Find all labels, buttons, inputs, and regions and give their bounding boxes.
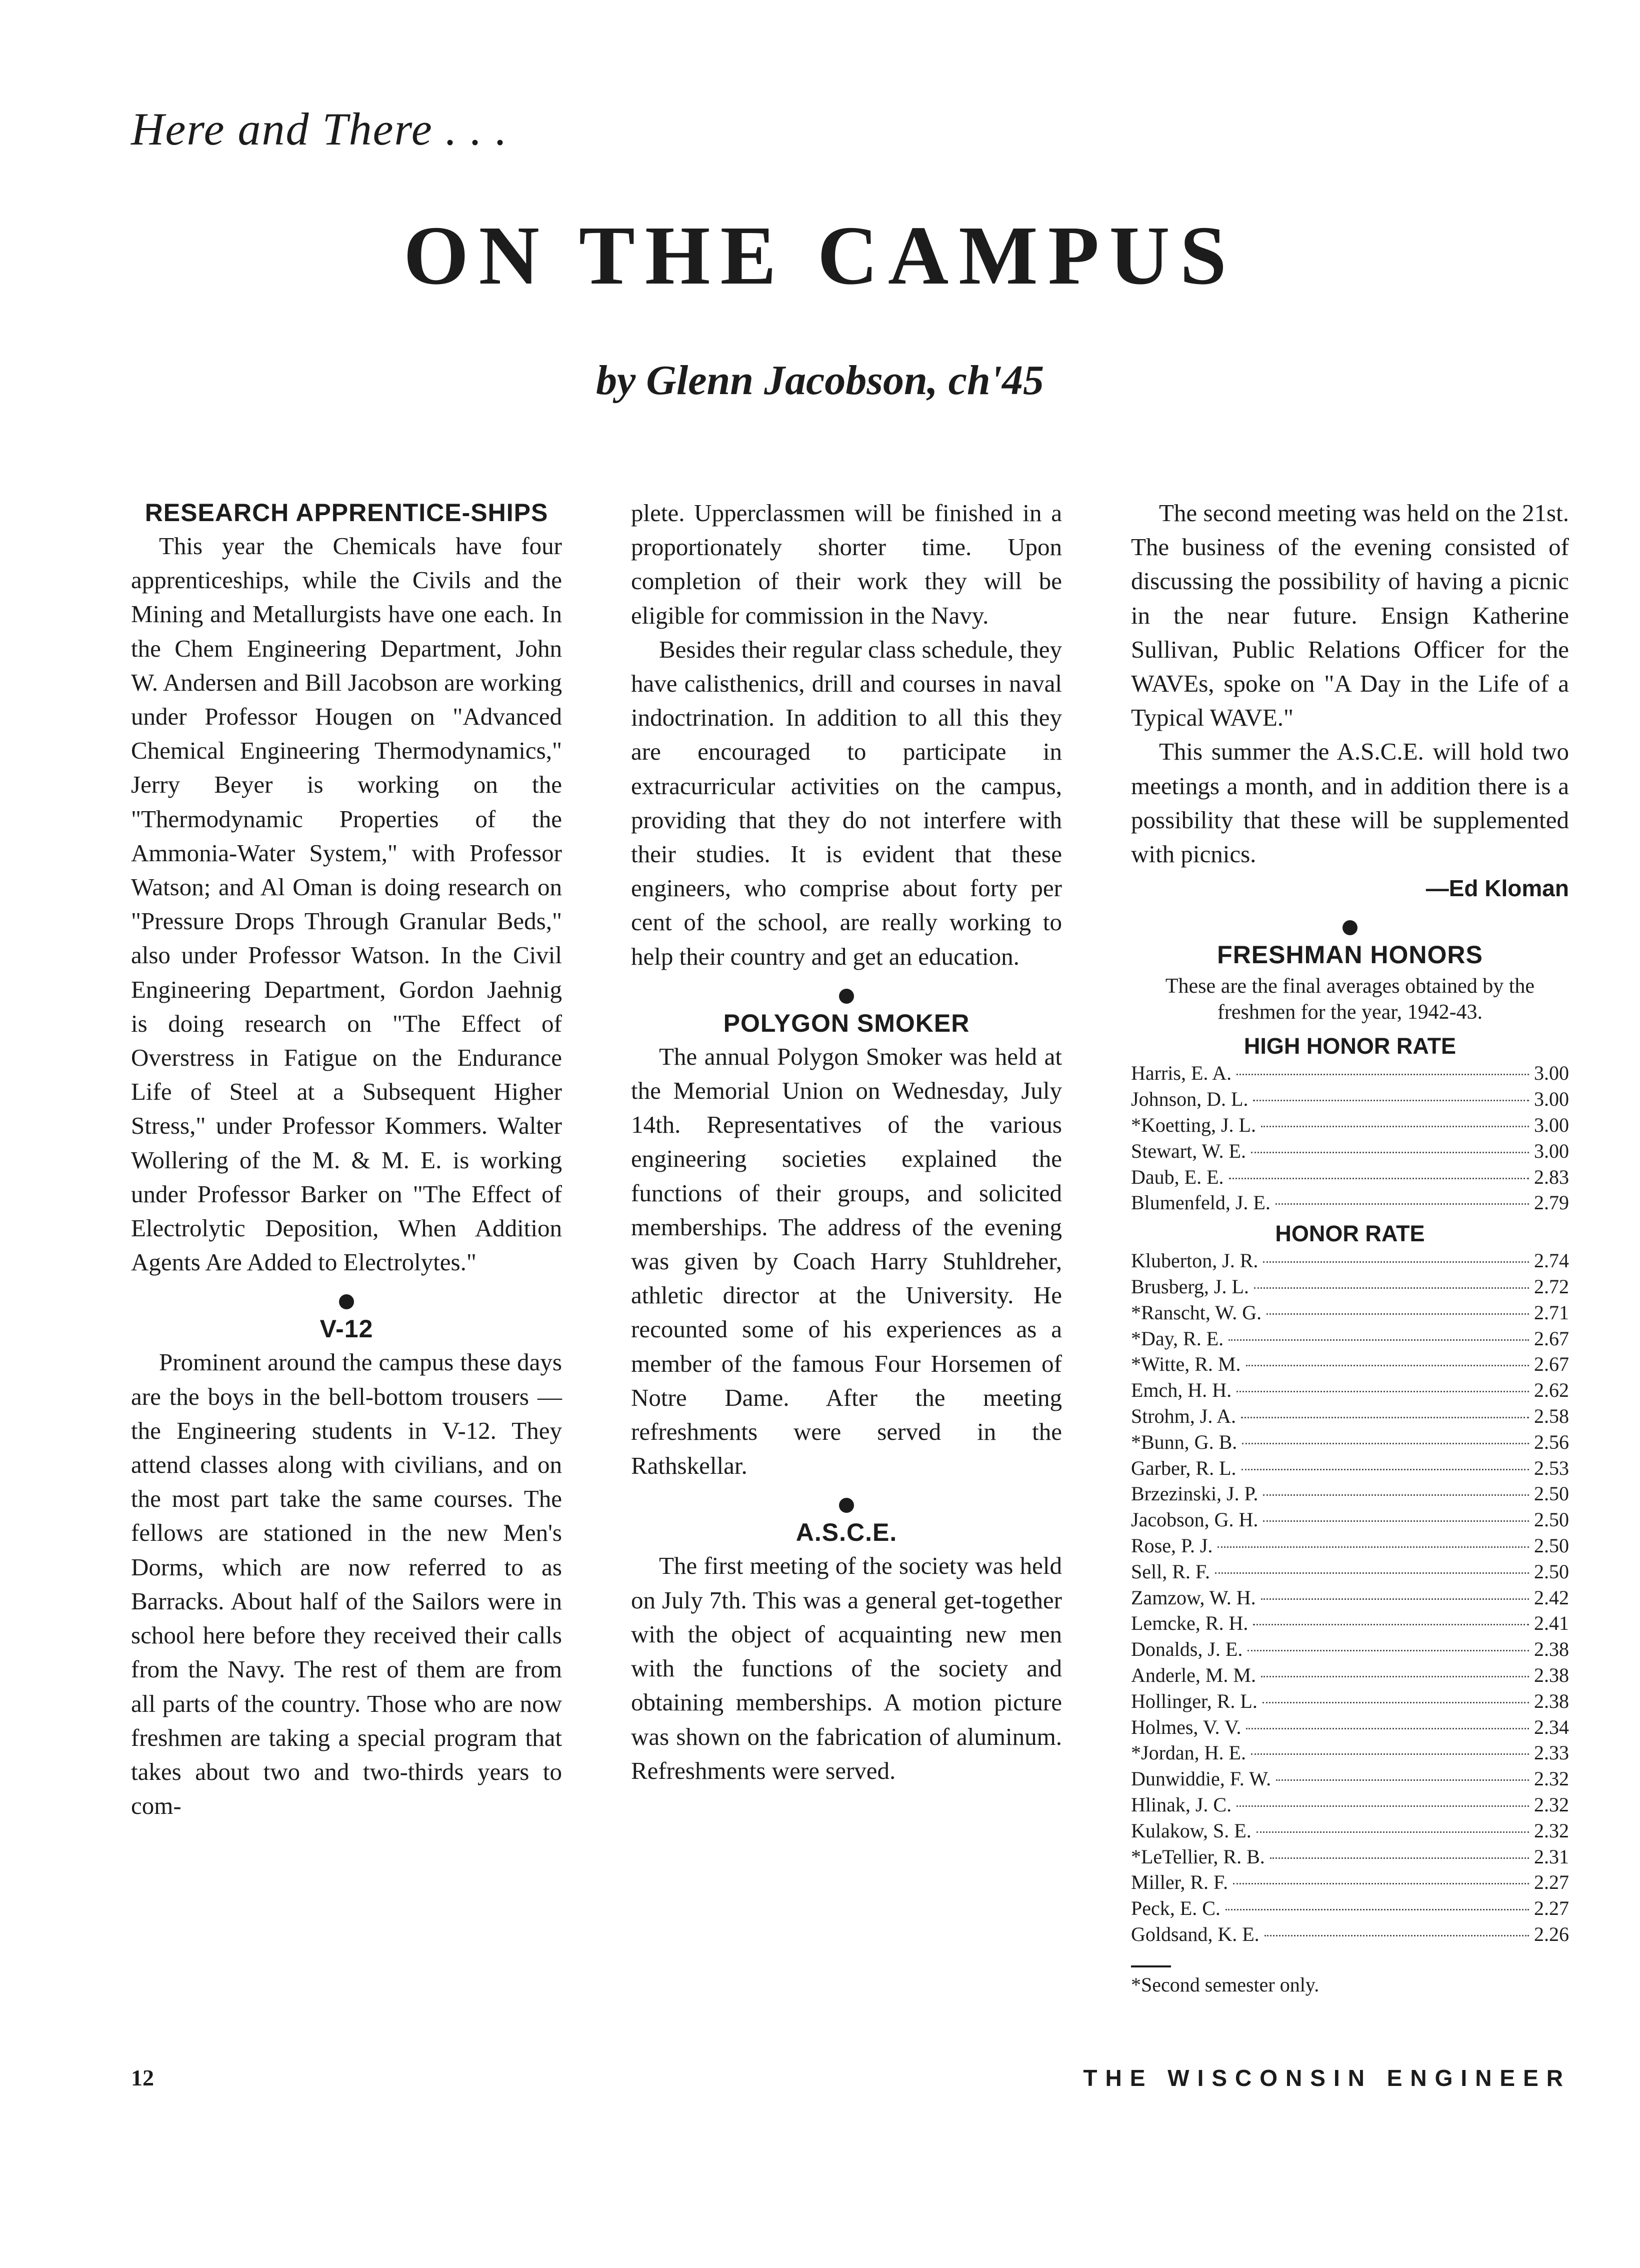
honor-row [1131, 1533, 1569, 1559]
grade-average: 2.38 [1534, 1638, 1569, 1661]
student-name: *Bunn, G. B. [1131, 1430, 1238, 1453]
section-kicker: Here and There . . . [131, 104, 508, 155]
grade-average: 2.32 [1534, 1767, 1569, 1790]
grade-average: 2.58 [1534, 1405, 1569, 1427]
dot-leader [1264, 1935, 1529, 1936]
dot-leader [1246, 1365, 1530, 1366]
dot-leader [1256, 1831, 1529, 1833]
student-name: Hlinak, J. C. [1131, 1793, 1232, 1816]
grade-average: 3.00 [1534, 1139, 1569, 1162]
honor-row [1131, 1300, 1569, 1326]
honor-list [1131, 1248, 1569, 1947]
student-name: *Ranscht, W. G. [1131, 1301, 1262, 1324]
student-name: Garber, R. L. [1131, 1456, 1236, 1479]
grade-average: 3.00 [1534, 1114, 1569, 1137]
section-divider-bullet [339, 1294, 354, 1309]
dot-leader [1215, 1572, 1529, 1574]
student-name: Rose, P. J. [1131, 1534, 1213, 1557]
dot-leader [1251, 1152, 1529, 1153]
grade-average: 2.32 [1534, 1793, 1569, 1816]
asce-text-continued: The second meeting was held on the 21st. The business of the evening consisted of discussing the possibility of having a picnic in the near future. Ensign Katherine Sullivan, Public Relations Officer for the WAVEs, spoke on "A Day in the Life of a Typical WAVE." [1131, 499, 1569, 732]
high-honor-list [1131, 1060, 1569, 1216]
student-name: Daub, E. E. [1131, 1165, 1224, 1188]
section-divider-bullet [1342, 920, 1358, 935]
grade-average: 2.50 [1534, 1534, 1569, 1557]
asce-text-continued-2: This summer the A.S.C.E. will hold two meetings a month, and in addition there is a possibility that these will be supplemented with picnics. [1131, 738, 1569, 868]
grade-average: 3.00 [1534, 1088, 1569, 1111]
grade-average: 2.27 [1534, 1871, 1569, 1894]
dot-leader [1242, 1469, 1529, 1470]
honor-row [1131, 1481, 1569, 1507]
dot-leader [1261, 1126, 1529, 1127]
honor-row [1131, 1086, 1569, 1112]
v12-text: Prominent around the campus these days are the boys in the bell-bottom trousers — the Engineering students in V-12. They attend classes along with civilians, and on the most part take the same courses. The fellows are stationed in the new Men's Dorms, which are now referred to as Barracks. About half of the Sailors were in school here before they received their calls from the Navy. The rest of them are from all parts of the country. Those who are now freshmen are taking a special program that takes about two and two-thirds years to com- [131, 1348, 562, 1820]
section-divider-bullet [839, 989, 854, 1004]
byline: by Glenn Jacobson, ch'45 [596, 357, 1044, 404]
student-name: Kulakow, S. E. [1131, 1819, 1252, 1842]
student-name: Anderle, M. M. [1131, 1663, 1256, 1686]
footnote-rule [1131, 1965, 1171, 1967]
dot-leader [1262, 1702, 1529, 1703]
grade-average: 2.67 [1534, 1327, 1569, 1350]
student-name: Miller, R. F. [1131, 1871, 1228, 1894]
research-apprenticeships-text: This year the Chemicals have four apprenticeships, while the Civils and the Mining and Metallurgists have one each. In the Chem Engineering Department, John W. Andersen and Bill Jacobson are working under Professor Hougen on "Advanced Chemical Engineering Thermodynamics," Jerry Beyer is working on the "Thermodynamic Properties of the Ammonia-Water System," with Professor Watson; and Al Oman is doing research on "Pressure Drops Through Granular Beds," also under Professor Watson. In the Civil Engineering Department, Gordon Jaehnig is doing research on "The Effect of Overstress in Fatigue on the Endurance Life of Steel at a Subsequent Higher Stress," under Professor Kommers. Walter Wollering of the M. & M. E. is working under Professor Barker on "The Effect of Electrolytic Deposition, When Addition Agents Are Added to Electrolytes." [131, 532, 562, 1276]
student-name: *Witte, R. M. [1131, 1353, 1241, 1376]
polygon-smoker-heading: POLYGON SMOKER [723, 1009, 970, 1037]
honor-row [1131, 1895, 1569, 1921]
grade-average: 2.27 [1534, 1897, 1569, 1920]
section-divider-bullet [839, 1498, 854, 1513]
honor-rate-heading: HONOR RATE [1275, 1221, 1425, 1247]
honor-row [1131, 1869, 1569, 1895]
honor-row [1131, 1429, 1569, 1455]
grade-average: 2.33 [1534, 1741, 1569, 1764]
column-3 [1131, 496, 1569, 1997]
grade-average: 2.79 [1534, 1191, 1569, 1214]
honor-row [1131, 1740, 1569, 1766]
asce-heading: A.S.C.E. [796, 1518, 898, 1547]
student-name: Stewart, W. E. [1131, 1139, 1246, 1162]
grade-average: 2.50 [1534, 1482, 1569, 1505]
dot-leader [1241, 1417, 1529, 1418]
dot-leader [1276, 1203, 1529, 1205]
student-name: Goldsand, K. E. [1131, 1922, 1260, 1945]
grade-average: 2.72 [1534, 1275, 1569, 1298]
v12-text-continued-2: Besides their regular class schedule, they have calisthenics, drill and courses in naval indoctrination. In addition to all this they are encouraged to participate in extracurricular activities on the campus, providing that they do not interfere with their studies. It is evident that these engineers, who comprise about forty per cent of the school, are really working to help their country and get an education. [631, 635, 1062, 970]
grade-average: 2.38 [1534, 1689, 1569, 1712]
student-name: Zamzow, W. H. [1131, 1586, 1256, 1609]
grade-average: 2.34 [1534, 1715, 1569, 1738]
page-title: ON THE CAMPUS [403, 209, 1237, 302]
page-number: 12 [131, 2065, 154, 2090]
honor-row [1131, 1507, 1569, 1533]
dot-leader [1248, 1650, 1529, 1651]
honor-row [1131, 1190, 1569, 1216]
dot-leader [1246, 1728, 1529, 1729]
dot-leader [1276, 1779, 1529, 1781]
grade-average: 2.38 [1534, 1663, 1569, 1686]
honor-row [1131, 1248, 1569, 1274]
grade-average: 2.83 [1534, 1165, 1569, 1188]
dot-leader [1263, 1494, 1529, 1496]
dot-leader [1263, 1261, 1529, 1263]
dot-leader [1233, 1883, 1529, 1884]
student-name: *LeTellier, R. B. [1131, 1845, 1265, 1868]
dot-leader [1261, 1598, 1529, 1600]
student-name: *Day, R. E. [1131, 1327, 1224, 1350]
grade-average: 2.71 [1534, 1301, 1569, 1324]
student-name: Peck, E. C. [1131, 1897, 1220, 1920]
dot-leader [1253, 1100, 1529, 1101]
student-name: *Jordan, H. E. [1131, 1741, 1246, 1764]
honor-row [1131, 1844, 1569, 1870]
polygon-smoker-text: The annual Polygon Smoker was held at the Memorial Union on Wednesday, July 14th. Representatives of the various engineering societies explained the functions of their groups, and solicited memberships. The address of the evening was given by Coach Harry Stuhldreher, athletic director at the University. He recounted some of his experiences as a member of the famous Four Horsemen of Notre Dame. After the meeting refreshments were served in the Rathskellar. [631, 1042, 1062, 1480]
student-name: Holmes, V. V. [1131, 1715, 1242, 1738]
dot-leader [1254, 1287, 1529, 1289]
honor-row [1131, 1688, 1569, 1714]
dot-leader [1229, 1178, 1529, 1179]
student-name: Strohm, J. A. [1131, 1405, 1236, 1427]
honor-row [1131, 1714, 1569, 1740]
dot-leader [1251, 1753, 1529, 1755]
dot-leader [1270, 1857, 1529, 1859]
author-signoff: —Ed Kloman [1426, 875, 1569, 902]
honor-row [1131, 1662, 1569, 1688]
student-name: Brzezinski, J. P. [1131, 1482, 1258, 1505]
honor-row [1131, 1112, 1569, 1138]
student-name: Jacobson, G. H. [1131, 1508, 1258, 1531]
honor-row [1131, 1792, 1569, 1818]
honor-row [1131, 1585, 1569, 1611]
grade-average: 2.62 [1534, 1379, 1569, 1402]
high-honor-rate-heading: HIGH HONOR RATE [1244, 1033, 1456, 1059]
grade-average: 2.32 [1534, 1819, 1569, 1842]
v12-heading: V-12 [320, 1315, 374, 1343]
student-name: Emch, H. H. [1131, 1379, 1232, 1402]
student-name: Donalds, J. E. [1131, 1638, 1243, 1661]
column-1 [131, 496, 562, 1823]
honor-row [1131, 1377, 1569, 1403]
honor-row [1131, 1818, 1569, 1844]
grade-average: 2.67 [1534, 1353, 1569, 1376]
dot-leader [1253, 1624, 1529, 1625]
student-name: Dunwiddie, F. W. [1131, 1767, 1272, 1790]
dot-leader [1236, 1805, 1529, 1807]
honor-row [1131, 1559, 1569, 1585]
dot-leader [1263, 1520, 1529, 1522]
student-name: Brusberg, J. L. [1131, 1275, 1249, 1298]
asce-text: The first meeting of the society was held on July 7th. This was a general get-together with the object of acquainting new men with the functions of the society and obtaining memberships. A motion picture was shown on the fabrication of aluminum. Refreshments were served. [631, 1552, 1062, 1784]
student-name: Lemcke, R. H. [1131, 1612, 1248, 1635]
freshman-honors-heading: FRESHMAN HONORS [1217, 941, 1483, 969]
dot-leader [1226, 1909, 1529, 1910]
grade-average: 2.42 [1534, 1586, 1569, 1609]
honor-row [1131, 1403, 1569, 1429]
honor-row [1131, 1164, 1569, 1190]
dot-leader [1236, 1074, 1529, 1075]
grade-average: 2.31 [1534, 1845, 1569, 1868]
grade-average: 2.50 [1534, 1560, 1569, 1583]
honor-row [1131, 1766, 1569, 1792]
column-2 [631, 496, 1062, 1788]
grade-average: 2.53 [1534, 1456, 1569, 1479]
honor-row [1131, 1610, 1569, 1636]
dot-leader [1228, 1339, 1529, 1341]
footnote: *Second semester only. [1131, 1973, 1320, 1996]
honor-row [1131, 1060, 1569, 1086]
dot-leader [1242, 1443, 1529, 1444]
honor-row [1131, 1921, 1569, 1947]
magazine-title: THE WISCONSIN ENGINEER [1083, 2065, 1571, 2091]
honor-row [1131, 1636, 1569, 1662]
grade-average: 2.50 [1534, 1508, 1569, 1531]
dot-leader [1261, 1676, 1529, 1677]
student-name: Blumenfeld, J. E. [1131, 1191, 1270, 1214]
freshman-honors-intro: These are the final averages obtained by the freshmen for the year, 1942-43. [1165, 975, 1535, 1024]
honor-row [1131, 1326, 1569, 1352]
dot-leader [1218, 1546, 1529, 1548]
honor-row [1131, 1274, 1569, 1300]
grade-average: 3.00 [1534, 1062, 1569, 1085]
student-name: Kluberton, J. R. [1131, 1249, 1258, 1272]
grade-average: 2.74 [1534, 1249, 1569, 1272]
dot-leader [1236, 1391, 1529, 1392]
grade-average: 2.26 [1534, 1922, 1569, 1945]
student-name: *Koetting, J. L. [1131, 1114, 1256, 1137]
grade-average: 2.41 [1534, 1612, 1569, 1635]
dot-leader [1266, 1313, 1529, 1315]
v12-text-continued: plete. Upperclassmen will be finished in a proportionately shorter time. Upon completion of their work they will be eligible for commission in the Navy. [631, 499, 1062, 629]
honor-row [1131, 1138, 1569, 1164]
student-name: Harris, E. A. [1131, 1062, 1232, 1085]
research-apprenticeships-heading: RESEARCH APPRENTICE-SHIPS [144, 499, 548, 527]
student-name: Johnson, D. L. [1131, 1088, 1248, 1111]
honor-row [1131, 1455, 1569, 1481]
honor-row [1131, 1351, 1569, 1377]
student-name: Sell, R. F. [1131, 1560, 1210, 1583]
student-name: Hollinger, R. L. [1131, 1689, 1258, 1712]
grade-average: 2.56 [1534, 1430, 1569, 1453]
